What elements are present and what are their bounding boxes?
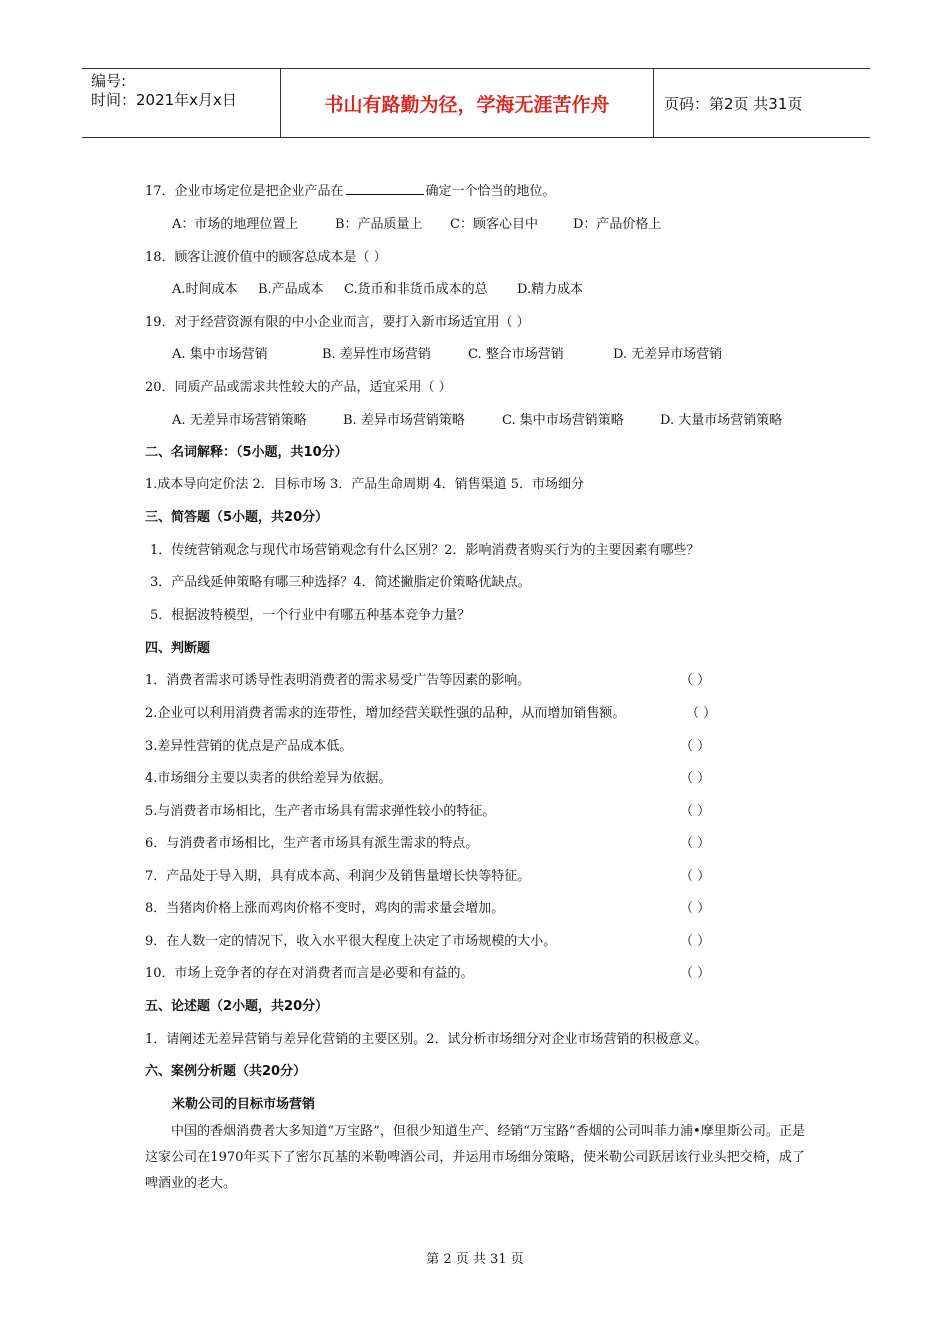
judgment-item: 7．产品处于导入期，具有成本高、利润少及销售量增长快等特征。 (145, 869, 531, 884)
judgment-item: 3.差异性营销的优点是产品成本低。 (145, 739, 353, 754)
question-18-options (172, 278, 583, 297)
judgment-item: 4.市场细分主要以卖者的供给差异为依据。 (145, 771, 392, 786)
question-17-options (172, 213, 661, 232)
judgment-item: 8．当猪肉价格上涨而鸡肉价格不变时，鸡肉的需求量会增加。 (145, 901, 505, 916)
document-header (82, 68, 870, 138)
question-20-option-b: B. 差异市场营销策略 (343, 413, 465, 428)
question-17-post: 确定一个恰当的地位。 (425, 184, 556, 199)
question-20-options (172, 409, 782, 428)
question-20-option-c: C. 集中市场营销策略 (502, 413, 624, 428)
question-20-option-a: A. 无差异市场营销策略 (172, 413, 307, 428)
question-18-stem: 18．顾客让渡价值中的顾客总成本是（ ） (145, 250, 387, 265)
header-number-label: 编号: (91, 72, 127, 90)
judgment-answer-box: （ ） (680, 771, 711, 786)
question-19-stem: 19．对于经营资源有限的中小企业而言，要打入新市场适宜用（ ） (145, 315, 530, 330)
question-19-option-d: D. 无差异市场营销 (613, 347, 723, 362)
case-paragraph: 中国的香烟消费者大多知道“万宝路”，但很少知道生产、经销“万宝路”香烟的公司叫菲力浦•摩里斯公司。正是这家公司在1970年买下了密尔瓦基的米勒啤酒公司，并运用市场细分策略，使米勒公司跃居该行业头把交椅，成了啤酒业的老大。 (145, 1124, 805, 1191)
judgment-answer-box: （ ） (680, 901, 711, 916)
question-18-option-b: B.产品成本 (258, 282, 324, 297)
judgment-answer-box: （ ） (680, 804, 711, 819)
question-17-option-d: D：产品价格上 (573, 217, 662, 232)
section-2-text: 1.成本导向定价法 2．目标市场 3．产品生命周期 4．销售渠道 5．市场细分 (145, 477, 585, 492)
section-5-text: 1．请阐述无差异营销与差异化营销的主要区别。2．试分析市场细分对企业市场营销的积极意义。 (145, 1032, 708, 1047)
judgment-answer-box: （ ） (680, 836, 711, 851)
judgment-answer-box: （ ） (680, 966, 711, 981)
question-17-pre: 17．企业市场定位是把企业产品在 (145, 184, 344, 199)
case-title: 米勒公司的目标市场营销 (172, 1097, 316, 1112)
header-time-label: 时间：2021年x月x日 (91, 91, 237, 109)
judgment-answer-box: （ ） (680, 673, 711, 688)
judgment-item: 10．市场上竞争者的存在对消费者而言是必要和有益的。 (145, 966, 474, 981)
question-17-blank (346, 182, 424, 195)
question-17-option-b: B：产品质量上 (335, 217, 423, 232)
header-meta-cell (82, 69, 281, 137)
judgment-item: 6．与消费者市场相比，生产者市场具有派生需求的特点。 (145, 836, 479, 851)
question-19-option-a: A. 集中市场营销 (172, 347, 268, 362)
section-5-title: 五、论述题（2小题，共20分） (145, 999, 329, 1014)
header-motto: 书山有路勤为径，学海无涯苦作舟 (281, 69, 654, 137)
question-18-option-a: A.时间成本 (172, 282, 238, 297)
question-19-option-b: B. 差异性市场营销 (322, 347, 431, 362)
question-17-stem (145, 180, 556, 199)
judgment-answer-box: （ ） (680, 739, 711, 754)
question-18-option-c: C.货币和非货币成本的总 (344, 282, 488, 297)
section-4-title: 四、判断题 (145, 641, 211, 656)
question-20-stem: 20．同质产品或需求共性较大的产品，适宜采用（ ） (145, 380, 452, 395)
judgment-answer-box: （ ） (680, 934, 711, 949)
judgment-item: 2.企业可以利用消费者需求的连带性，增加经营关联性强的品种，从而增加销售额。 (145, 706, 626, 721)
section-3-line: 3．产品线延伸策略有哪三种选择？4．简述撇脂定价策略优缺点。 (150, 575, 531, 590)
judgment-answer-box: （ ） (680, 869, 711, 884)
section-3-line: 5．根据波特模型，一个行业中有哪五种基本竞争力量？ (150, 608, 471, 623)
judgment-item: 5.与消费者市场相比，生产者市场具有需求弹性较小的特征。 (145, 804, 496, 819)
question-18-option-d: D.精力成本 (517, 282, 584, 297)
question-17-option-c: C：顾客心目中 (450, 217, 538, 232)
judgment-item: 9．在人数一定的情况下，收入水平很大程度上决定了市场规模的大小。 (145, 934, 557, 949)
section-3-title: 三、简答题（5小题，共20分） (145, 510, 329, 525)
question-17-option-a: A：市场的地理位置上 (172, 217, 299, 232)
section-3-line: 1．传统营销观念与现代市场营销观念有什么区别？2．影响消费者购买行为的主要因素有哪些？ (150, 543, 700, 558)
page-footer: 第 2 页 共 31 页 (426, 1252, 524, 1267)
section-2-title: 二、名词解释：（5小题，共10分） (145, 445, 348, 460)
header-page-label: 页码：第2页 共31页 (664, 94, 803, 113)
judgment-answer-box: （ ） (686, 706, 717, 721)
question-19-options (172, 343, 722, 362)
section-6-title: 六、案例分析题（共20分） (145, 1064, 307, 1079)
question-19-option-c: C. 整合市场营销 (468, 347, 564, 362)
question-20-option-d: D. 大量市场营销策略 (660, 413, 783, 428)
judgment-item: 1．消费者需求可诱导性表明消费者的需求易受广告等因素的影响。 (145, 673, 531, 688)
